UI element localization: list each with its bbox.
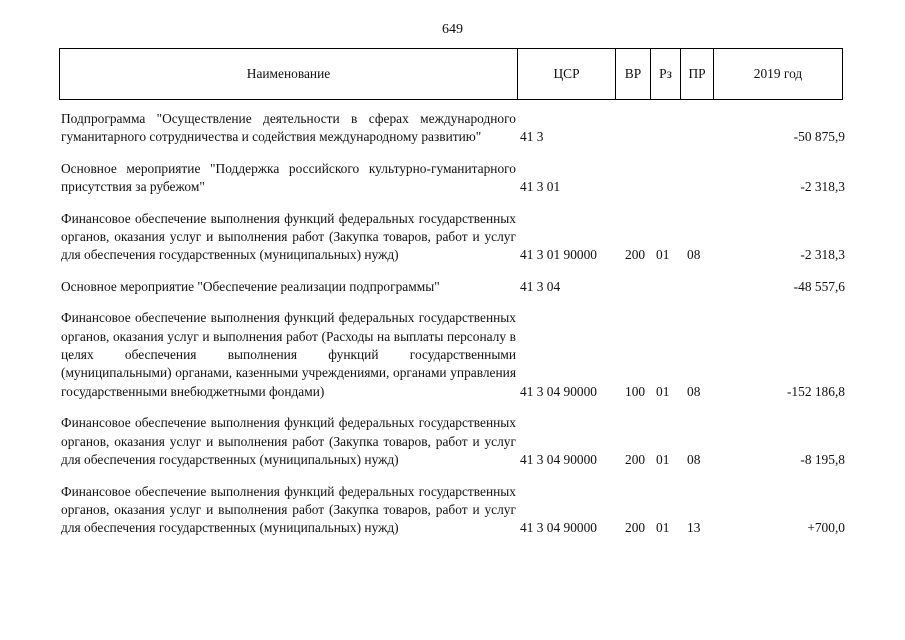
table-row [61, 160, 845, 197]
header-rz: Рз [651, 49, 681, 99]
table-row [61, 210, 845, 265]
row-pr: 13 [687, 520, 701, 536]
row-amount: -2 318,3 [800, 247, 845, 263]
header-pr: ПР [681, 49, 714, 99]
row-name: Подпрограмма "Осуществление деятельности в сферах международного гуманитарного сотрудничества и содействия международному развитию" [61, 111, 516, 145]
row-vr: 100 [625, 383, 646, 399]
row-csr: 41 3 04 90000 [520, 452, 597, 468]
row-rz: 01 [656, 452, 670, 468]
row-name: Основное мероприятие "Обеспечение реализации подпрограммы" [61, 278, 440, 294]
row-amount: -8 195,8 [800, 452, 845, 468]
row-amount: -48 557,6 [793, 278, 845, 294]
row-amount: +700,0 [807, 520, 845, 536]
row-amount: -152 186,8 [786, 383, 845, 399]
table-row [61, 278, 845, 296]
table-row [61, 110, 845, 147]
row-pr: 08 [687, 452, 701, 468]
row-csr: 41 3 [520, 129, 544, 145]
row-name: Финансовое обеспечение выполнения функций федеральных государственных органов, оказания услуг и выполнения работ (Закупка товаров, работ и услуг для обеспечения государственных (муниципальных) нужд) [61, 415, 516, 468]
row-amount: -2 318,3 [800, 179, 845, 195]
row-name: Финансовое обеспечение выполнения функций федеральных государственных органов, оказания услуг и выполнения работ (Закупка товаров, работ и услуг для обеспечения государственных (муниципальных) нужд) [61, 210, 516, 263]
row-rz: 01 [656, 383, 670, 399]
table-body [61, 110, 845, 551]
row-csr: 41 3 04 [520, 278, 561, 294]
row-vr: 200 [625, 520, 646, 536]
row-name: Основное мероприятие "Поддержка российского культурно-гуманитарного присутствия за рубежом" [61, 160, 516, 195]
row-pr: 08 [687, 247, 701, 263]
header-csr: ЦСР [518, 49, 616, 99]
row-csr: 41 3 01 [520, 179, 561, 195]
page-number: 649 [442, 22, 463, 37]
row-csr: 41 3 04 90000 [520, 520, 597, 536]
row-name: Финансовое обеспечение выполнения функций федеральных государственных органов, оказания услуг и выполнения работ (Расходы на выплаты персоналу в целях обеспечения выполнения функций государственными (муниципальными) органами, казенными учреждениями, органами управления государственными внебюджетными фондами) [61, 310, 516, 399]
header-name: Наименование [60, 49, 518, 99]
header-year: 2019 год [753, 66, 803, 81]
row-vr: 200 [625, 452, 646, 468]
row-rz: 01 [656, 520, 670, 536]
row-csr: 41 3 04 90000 [520, 383, 597, 399]
table-row [61, 309, 845, 401]
row-name: Финансовое обеспечение выполнения функций федеральных государственных органов, оказания услуг и выполнения работ (Закупка товаров, работ и услуг для обеспечения государственных (муниципальных) нужд) [61, 483, 516, 536]
row-pr: 08 [687, 383, 701, 399]
table-row [61, 483, 845, 538]
row-amount: -50 875,9 [793, 129, 845, 145]
header-vr: ВР [616, 49, 651, 99]
row-rz: 01 [656, 247, 670, 263]
table-header [59, 48, 843, 100]
row-vr: 200 [625, 247, 646, 263]
row-csr: 41 3 01 90000 [520, 247, 597, 263]
table-row [61, 414, 845, 469]
